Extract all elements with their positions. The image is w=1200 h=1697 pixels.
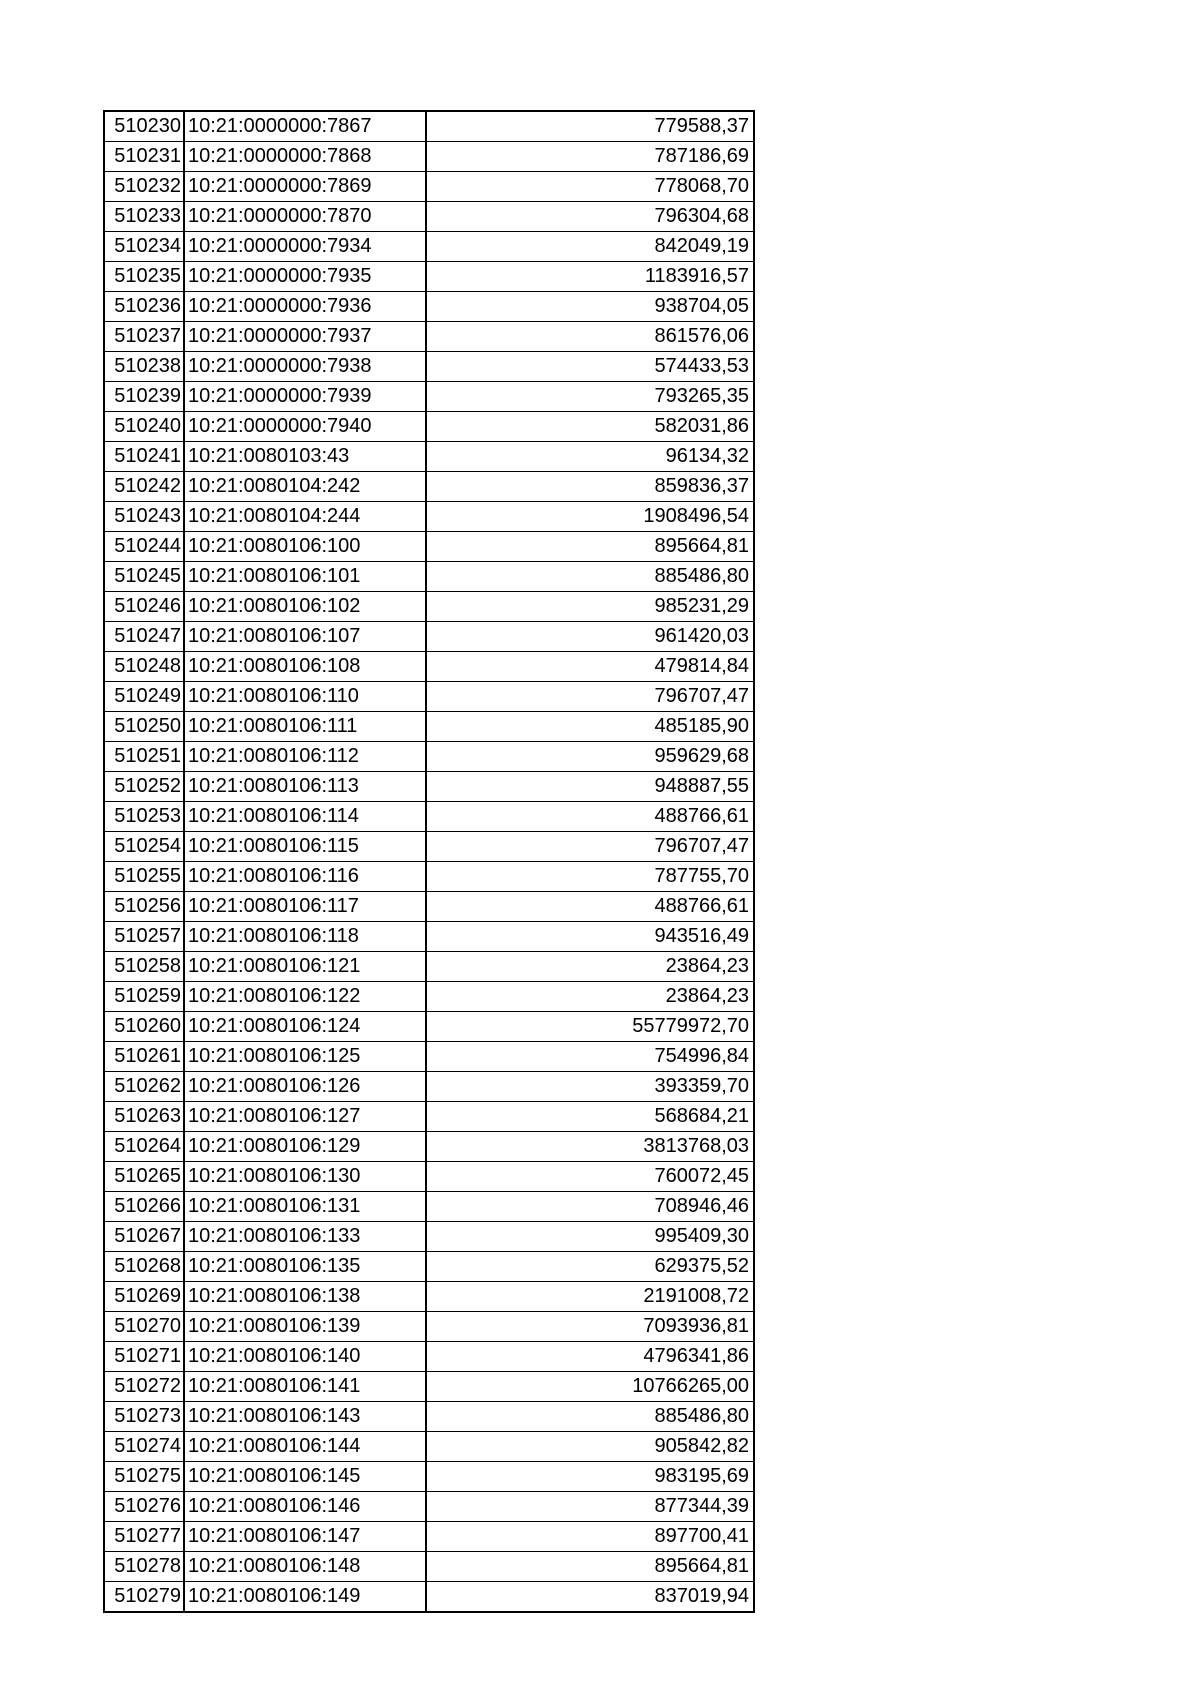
table-row bbox=[104, 862, 754, 892]
table-row bbox=[104, 562, 754, 592]
table-row bbox=[104, 412, 754, 442]
table-row bbox=[104, 262, 754, 292]
row-number-cell: 510239 bbox=[104, 382, 184, 412]
row-number-cell: 510249 bbox=[104, 682, 184, 712]
cadastral-number-cell: 10:21:0000000:7939 bbox=[184, 382, 426, 412]
table-row bbox=[104, 1312, 754, 1342]
table-row bbox=[104, 1132, 754, 1162]
cadastral-number-cell: 10:21:0080106:118 bbox=[184, 922, 426, 952]
cadastral-number-cell: 10:21:0000000:7938 bbox=[184, 352, 426, 382]
value-cell: 961420,03 bbox=[426, 622, 754, 652]
value-cell: 861576,06 bbox=[426, 322, 754, 352]
value-cell: 895664,81 bbox=[426, 1552, 754, 1582]
table-row bbox=[104, 592, 754, 622]
table-row bbox=[104, 502, 754, 532]
cadastral-number-cell: 10:21:0080106:127 bbox=[184, 1102, 426, 1132]
row-number-cell: 510273 bbox=[104, 1402, 184, 1432]
row-number-cell: 510236 bbox=[104, 292, 184, 322]
cadastral-number-cell: 10:21:0080106:114 bbox=[184, 802, 426, 832]
table-row bbox=[104, 1252, 754, 1282]
cadastral-number-cell: 10:21:0080106:147 bbox=[184, 1522, 426, 1552]
row-number-cell: 510243 bbox=[104, 502, 184, 532]
row-number-cell: 510270 bbox=[104, 1312, 184, 1342]
cadastral-number-cell: 10:21:0000000:7940 bbox=[184, 412, 426, 442]
cadastral-number-cell: 10:21:0080106:141 bbox=[184, 1372, 426, 1402]
value-cell: 905842,82 bbox=[426, 1432, 754, 1462]
row-number-cell: 510252 bbox=[104, 772, 184, 802]
table-row bbox=[104, 622, 754, 652]
table-row bbox=[104, 832, 754, 862]
table-row bbox=[104, 142, 754, 172]
value-cell: 793265,35 bbox=[426, 382, 754, 412]
table-row bbox=[104, 1522, 754, 1552]
cadastral-number-cell: 10:21:0080106:131 bbox=[184, 1192, 426, 1222]
table-row bbox=[104, 982, 754, 1012]
cadastral-number-cell: 10:21:0080106:116 bbox=[184, 862, 426, 892]
value-cell: 787186,69 bbox=[426, 142, 754, 172]
row-number-cell: 510255 bbox=[104, 862, 184, 892]
row-number-cell: 510276 bbox=[104, 1492, 184, 1522]
value-cell: 96134,32 bbox=[426, 442, 754, 472]
row-number-cell: 510260 bbox=[104, 1012, 184, 1042]
cadastral-number-cell: 10:21:0080106:133 bbox=[184, 1222, 426, 1252]
row-number-cell: 510251 bbox=[104, 742, 184, 772]
cadastral-number-cell: 10:21:0000000:7937 bbox=[184, 322, 426, 352]
row-number-cell: 510237 bbox=[104, 322, 184, 352]
row-number-cell: 510231 bbox=[104, 142, 184, 172]
table-row bbox=[104, 1432, 754, 1462]
table-row bbox=[104, 1042, 754, 1072]
table-row bbox=[104, 772, 754, 802]
cadastral-number-cell: 10:21:0080106:126 bbox=[184, 1072, 426, 1102]
cadastral-number-cell: 10:21:0080106:143 bbox=[184, 1402, 426, 1432]
cadastral-number-cell: 10:21:0080103:43 bbox=[184, 442, 426, 472]
cadastral-number-cell: 10:21:0000000:7867 bbox=[184, 111, 426, 142]
value-cell: 1183916,57 bbox=[426, 262, 754, 292]
row-number-cell: 510245 bbox=[104, 562, 184, 592]
table-row bbox=[104, 1162, 754, 1192]
cadastral-number-cell: 10:21:0080106:101 bbox=[184, 562, 426, 592]
value-cell: 796707,47 bbox=[426, 682, 754, 712]
row-number-cell: 510242 bbox=[104, 472, 184, 502]
cadastral-number-cell: 10:21:0080106:107 bbox=[184, 622, 426, 652]
table-row bbox=[104, 292, 754, 322]
value-cell: 4796341,86 bbox=[426, 1342, 754, 1372]
value-cell: 754996,84 bbox=[426, 1042, 754, 1072]
row-number-cell: 510241 bbox=[104, 442, 184, 472]
row-number-cell: 510259 bbox=[104, 982, 184, 1012]
table-row bbox=[104, 682, 754, 712]
value-cell: 10766265,00 bbox=[426, 1372, 754, 1402]
row-number-cell: 510257 bbox=[104, 922, 184, 952]
value-cell: 796707,47 bbox=[426, 832, 754, 862]
table-row bbox=[104, 1222, 754, 1252]
value-cell: 885486,80 bbox=[426, 1402, 754, 1432]
value-cell: 488766,61 bbox=[426, 892, 754, 922]
table-row bbox=[104, 232, 754, 262]
value-cell: 897700,41 bbox=[426, 1522, 754, 1552]
value-cell: 787755,70 bbox=[426, 862, 754, 892]
cadastral-number-cell: 10:21:0080106:117 bbox=[184, 892, 426, 922]
cadastral-number-cell: 10:21:0080106:110 bbox=[184, 682, 426, 712]
value-cell: 2191008,72 bbox=[426, 1282, 754, 1312]
cadastral-number-cell: 10:21:0080106:121 bbox=[184, 952, 426, 982]
table-row bbox=[104, 1462, 754, 1492]
value-cell: 485185,90 bbox=[426, 712, 754, 742]
row-number-cell: 510254 bbox=[104, 832, 184, 862]
row-number-cell: 510261 bbox=[104, 1042, 184, 1072]
value-cell: 859836,37 bbox=[426, 472, 754, 502]
table-row bbox=[104, 802, 754, 832]
cadastral-number-cell: 10:21:0080106:113 bbox=[184, 772, 426, 802]
cadastral-number-cell: 10:21:0080106:148 bbox=[184, 1552, 426, 1582]
value-cell: 479814,84 bbox=[426, 652, 754, 682]
value-cell: 23864,23 bbox=[426, 952, 754, 982]
value-cell: 948887,55 bbox=[426, 772, 754, 802]
value-cell: 629375,52 bbox=[426, 1252, 754, 1282]
table-row bbox=[104, 172, 754, 202]
table-row bbox=[104, 922, 754, 952]
row-number-cell: 510250 bbox=[104, 712, 184, 742]
table-row bbox=[104, 652, 754, 682]
value-cell: 1908496,54 bbox=[426, 502, 754, 532]
row-number-cell: 510256 bbox=[104, 892, 184, 922]
row-number-cell: 510244 bbox=[104, 532, 184, 562]
row-number-cell: 510232 bbox=[104, 172, 184, 202]
value-cell: 488766,61 bbox=[426, 802, 754, 832]
table-row bbox=[104, 1192, 754, 1222]
row-number-cell: 510263 bbox=[104, 1102, 184, 1132]
row-number-cell: 510240 bbox=[104, 412, 184, 442]
row-number-cell: 510248 bbox=[104, 652, 184, 682]
cadastral-number-cell: 10:21:0000000:7870 bbox=[184, 202, 426, 232]
table-row bbox=[104, 472, 754, 502]
table-row bbox=[104, 202, 754, 232]
cadastral-number-cell: 10:21:0000000:7868 bbox=[184, 142, 426, 172]
value-cell: 796304,68 bbox=[426, 202, 754, 232]
table-row bbox=[104, 442, 754, 472]
cadastral-number-cell: 10:21:0080106:138 bbox=[184, 1282, 426, 1312]
row-number-cell: 510272 bbox=[104, 1372, 184, 1402]
table-row bbox=[104, 1282, 754, 1312]
value-cell: 943516,49 bbox=[426, 922, 754, 952]
table-row bbox=[104, 892, 754, 922]
row-number-cell: 510265 bbox=[104, 1162, 184, 1192]
row-number-cell: 510266 bbox=[104, 1192, 184, 1222]
value-cell: 779588,37 bbox=[426, 111, 754, 142]
row-number-cell: 510262 bbox=[104, 1072, 184, 1102]
row-number-cell: 510253 bbox=[104, 802, 184, 832]
cadastral-number-cell: 10:21:0080106:149 bbox=[184, 1582, 426, 1613]
table-row bbox=[104, 1582, 754, 1613]
cadastral-number-cell: 10:21:0000000:7934 bbox=[184, 232, 426, 262]
row-number-cell: 510258 bbox=[104, 952, 184, 982]
value-cell: 582031,86 bbox=[426, 412, 754, 442]
row-number-cell: 510233 bbox=[104, 202, 184, 232]
table-row bbox=[104, 1012, 754, 1042]
table-row bbox=[104, 1372, 754, 1402]
value-cell: 760072,45 bbox=[426, 1162, 754, 1192]
value-cell: 959629,68 bbox=[426, 742, 754, 772]
row-number-cell: 510277 bbox=[104, 1522, 184, 1552]
value-cell: 574433,53 bbox=[426, 352, 754, 382]
cadastral-number-cell: 10:21:0080104:242 bbox=[184, 472, 426, 502]
value-cell: 393359,70 bbox=[426, 1072, 754, 1102]
value-cell: 23864,23 bbox=[426, 982, 754, 1012]
cadastral-number-cell: 10:21:0080106:122 bbox=[184, 982, 426, 1012]
value-cell: 985231,29 bbox=[426, 592, 754, 622]
row-number-cell: 510235 bbox=[104, 262, 184, 292]
cadastral-number-cell: 10:21:0080106:129 bbox=[184, 1132, 426, 1162]
row-number-cell: 510247 bbox=[104, 622, 184, 652]
value-cell: 995409,30 bbox=[426, 1222, 754, 1252]
cadastral-number-cell: 10:21:0080106:108 bbox=[184, 652, 426, 682]
table-row bbox=[104, 1402, 754, 1432]
cadastral-number-cell: 10:21:0080106:139 bbox=[184, 1312, 426, 1342]
value-cell: 837019,94 bbox=[426, 1582, 754, 1613]
row-number-cell: 510279 bbox=[104, 1582, 184, 1613]
cadastral-number-cell: 10:21:0000000:7869 bbox=[184, 172, 426, 202]
cadastral-number-cell: 10:21:0080104:244 bbox=[184, 502, 426, 532]
table-row bbox=[104, 1342, 754, 1372]
value-cell: 877344,39 bbox=[426, 1492, 754, 1522]
table-row bbox=[104, 382, 754, 412]
value-cell: 55779972,70 bbox=[426, 1012, 754, 1042]
value-cell: 708946,46 bbox=[426, 1192, 754, 1222]
table-row bbox=[104, 322, 754, 352]
row-number-cell: 510234 bbox=[104, 232, 184, 262]
cadastral-number-cell: 10:21:0000000:7936 bbox=[184, 292, 426, 322]
cadastral-number-cell: 10:21:0080106:144 bbox=[184, 1432, 426, 1462]
value-cell: 7093936,81 bbox=[426, 1312, 754, 1342]
value-cell: 842049,19 bbox=[426, 232, 754, 262]
value-cell: 568684,21 bbox=[426, 1102, 754, 1132]
value-cell: 778068,70 bbox=[426, 172, 754, 202]
row-number-cell: 510271 bbox=[104, 1342, 184, 1372]
cadastral-number-cell: 10:21:0080106:100 bbox=[184, 532, 426, 562]
table-row bbox=[104, 1492, 754, 1522]
cadastral-number-cell: 10:21:0080106:130 bbox=[184, 1162, 426, 1192]
row-number-cell: 510238 bbox=[104, 352, 184, 382]
row-number-cell: 510278 bbox=[104, 1552, 184, 1582]
table-row bbox=[104, 1102, 754, 1132]
cadastral-number-cell: 10:21:0080106:145 bbox=[184, 1462, 426, 1492]
cadastral-number-cell: 10:21:0080106:146 bbox=[184, 1492, 426, 1522]
table-row bbox=[104, 742, 754, 772]
table-row bbox=[104, 352, 754, 382]
row-number-cell: 510246 bbox=[104, 592, 184, 622]
cadastral-number-cell: 10:21:0000000:7935 bbox=[184, 262, 426, 292]
cadastral-number-cell: 10:21:0080106:111 bbox=[184, 712, 426, 742]
value-cell: 983195,69 bbox=[426, 1462, 754, 1492]
row-number-cell: 510275 bbox=[104, 1462, 184, 1492]
row-number-cell: 510264 bbox=[104, 1132, 184, 1162]
value-cell: 3813768,03 bbox=[426, 1132, 754, 1162]
cadastral-number-cell: 10:21:0080106:102 bbox=[184, 592, 426, 622]
cadastral-number-cell: 10:21:0080106:140 bbox=[184, 1342, 426, 1372]
table-row bbox=[104, 1072, 754, 1102]
cadastral-number-cell: 10:21:0080106:125 bbox=[184, 1042, 426, 1072]
row-number-cell: 510274 bbox=[104, 1432, 184, 1462]
cadastral-number-cell: 10:21:0080106:112 bbox=[184, 742, 426, 772]
table-body bbox=[104, 111, 754, 1612]
data-table bbox=[103, 110, 755, 1613]
row-number-cell: 510267 bbox=[104, 1222, 184, 1252]
row-number-cell: 510230 bbox=[104, 111, 184, 142]
value-cell: 885486,80 bbox=[426, 562, 754, 592]
cadastral-number-cell: 10:21:0080106:124 bbox=[184, 1012, 426, 1042]
row-number-cell: 510269 bbox=[104, 1282, 184, 1312]
cadastral-number-cell: 10:21:0080106:135 bbox=[184, 1252, 426, 1282]
value-cell: 938704,05 bbox=[426, 292, 754, 322]
cadastral-number-cell: 10:21:0080106:115 bbox=[184, 832, 426, 862]
table-row bbox=[104, 712, 754, 742]
table-row bbox=[104, 1552, 754, 1582]
table-row bbox=[104, 952, 754, 982]
value-cell: 895664,81 bbox=[426, 532, 754, 562]
table-row bbox=[104, 111, 754, 142]
table-row bbox=[104, 532, 754, 562]
row-number-cell: 510268 bbox=[104, 1252, 184, 1282]
